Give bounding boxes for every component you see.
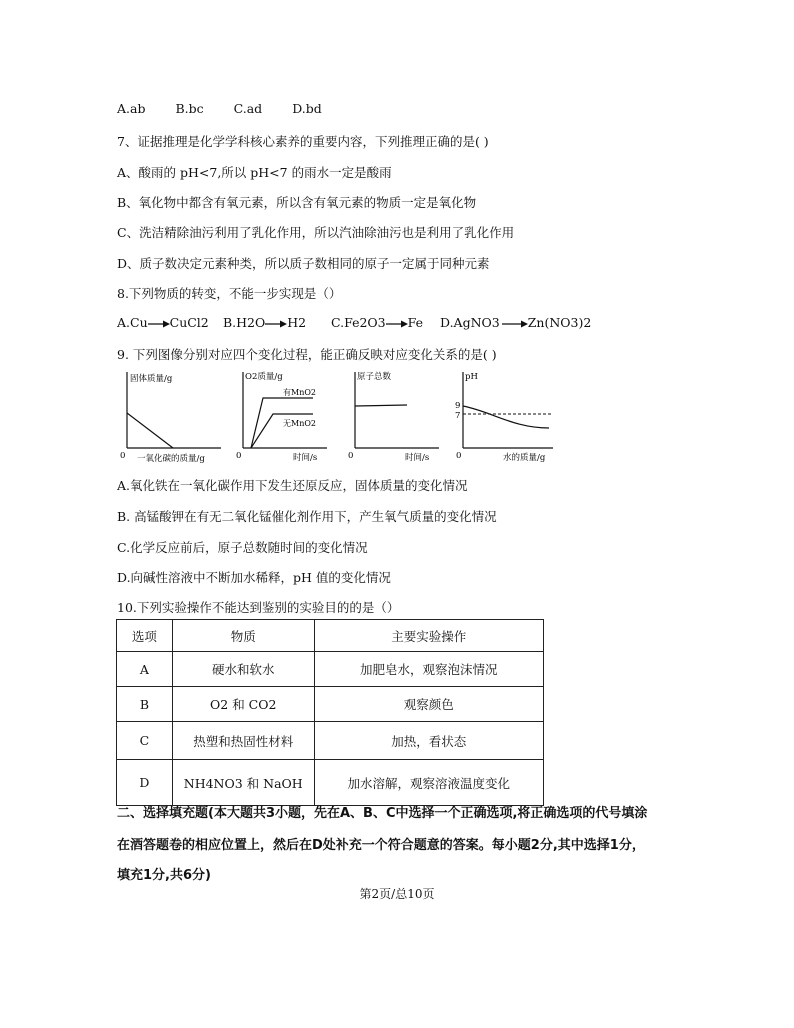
- q8-c-from: C.Fe2O3: [331, 315, 386, 330]
- graph-2-ylabel: O2质量/g: [245, 372, 283, 382]
- q7-option-d: D、质子数决定元素种类，所以质子数相同的原子一定属于同种元素: [117, 256, 490, 271]
- arrow-icon: [148, 319, 170, 329]
- table-header-row: [117, 620, 544, 652]
- graph-oxygen-mass: [233, 368, 343, 464]
- graph-ph-svg: [453, 368, 563, 464]
- q8-d-to: Zn(NO3)2: [527, 315, 592, 330]
- graph-1-origin: 0: [120, 451, 126, 461]
- q8-d-from: D.AgNO3: [440, 315, 500, 330]
- table-cell: 加肥皂水，观察泡沫情况: [314, 652, 543, 687]
- q8-stem: 8.下列物质的转变，不能一步实现是（）: [117, 286, 342, 301]
- graph-4-tick-7: 7: [455, 411, 461, 421]
- section2-line1: 二、选择填充题(本大题共3小题，先在A、B、C中选择一个正确选项,将正确选项的代号填涂: [117, 806, 648, 821]
- q10-stem: 10.下列实验操作不能达到鉴别的实验目的的是（）: [117, 600, 400, 615]
- graph-3-origin: 0: [348, 451, 354, 461]
- graph-4-tick-9: 9: [455, 401, 461, 411]
- graph-2-label-top: 有MnO2: [283, 388, 316, 397]
- graph-2-xlabel: 时间/s: [293, 453, 318, 463]
- q9-option-c: C.化学反应前后，原子总数随时间的变化情况: [117, 540, 368, 555]
- table-header-substance: 物质: [172, 620, 314, 652]
- graph-oxygen-mass-svg: [233, 368, 343, 464]
- graph-ph: [453, 368, 563, 464]
- graph-solid-mass-svg: [117, 368, 227, 464]
- q6-option-c: C.ad: [233, 101, 263, 116]
- table-row: [117, 722, 544, 760]
- graph-3-line: [355, 405, 407, 406]
- table-cell: 加水溶解，观察溶液温度变化: [314, 760, 543, 806]
- graph-atom-count: [345, 368, 455, 464]
- arrow-icon: [265, 319, 287, 329]
- graph-1-ylabel: 固体质量/g: [130, 374, 173, 384]
- q8-option-b: [223, 315, 306, 330]
- q8-c-to: Fe: [407, 315, 424, 330]
- table-cell: C: [117, 722, 173, 760]
- section2-line2: 在酒答题卷的相应位置上，然后在D处补充一个符合题意的答案。每小题2分,其中选择1分，: [117, 838, 645, 853]
- table-row: [117, 687, 544, 722]
- table-header-option: 选项: [117, 620, 173, 652]
- q7-option-b: B、氧化物中都含有氧元素，所以含有氧元素的物质一定是氧化物: [117, 195, 477, 210]
- q6-option-a: A.ab: [117, 101, 146, 116]
- q7-option-a: A、酸雨的 pH<7,所以 pH<7 的雨水一定是酸雨: [117, 165, 392, 180]
- q6-option-b: B.bc: [175, 101, 204, 116]
- graph-solid-mass: [117, 368, 227, 464]
- graph-atom-count-svg: [345, 368, 455, 464]
- table-cell: 观察颜色: [314, 687, 543, 722]
- q7-option-c: C、洗洁精除油污利用了乳化作用，所以汽油除油污也是利用了乳化作用: [117, 225, 515, 240]
- page-footer: 第2页/总10页: [359, 887, 435, 901]
- graph-3-xlabel: 时间/s: [405, 453, 430, 463]
- q8-b-to: H2: [287, 315, 307, 330]
- q9-graphs: [117, 368, 547, 464]
- q8-b-from: B.H2O: [223, 315, 266, 330]
- table-header-operation: 主要实验操作: [314, 620, 543, 652]
- table-cell: B: [117, 687, 173, 722]
- q6-option-d: D.bd: [292, 101, 322, 116]
- graph-4-origin: 0: [456, 451, 462, 461]
- q7-stem: 7、证据推理是化学学科核心素养的重要内容，下列推理正确的是( ): [117, 134, 489, 149]
- arrow-icon: [386, 319, 408, 329]
- q8-option-d: [440, 315, 591, 330]
- graph-1-line: [127, 413, 173, 448]
- table-cell: 加热，看状态: [314, 722, 543, 760]
- q8-a-to: CuCl2: [169, 315, 209, 330]
- graph-4-xlabel: 水的质量/g: [503, 453, 546, 463]
- table-cell: 硬水和软水: [172, 652, 314, 687]
- graph-2-origin: 0: [236, 451, 242, 461]
- q6-options: [117, 101, 352, 116]
- table-cell: D: [117, 760, 173, 806]
- q8-option-a: [117, 315, 209, 330]
- table-cell: A: [117, 652, 173, 687]
- q9-option-a: A.氧化铁在一氧化碳作用下发生还原反应，固体质量的变化情况: [117, 478, 468, 493]
- graph-3-ylabel: 原子总数: [357, 372, 392, 382]
- q9-option-b: B. 高锰酸钾在有无二氧化锰催化剂作用下，产生氧气质量的变化情况: [117, 509, 497, 524]
- table-cell: NH4NO3 和 NaOH: [172, 760, 314, 806]
- table-cell: 热塑和热固性材料: [172, 722, 314, 760]
- q9-stem: 9. 下列图像分别对应四个变化过程，能正确反映对应变化关系的是( ): [117, 347, 497, 362]
- table-row: [117, 760, 544, 806]
- graph-1-xlabel: 一氧化碳的质量/g: [137, 454, 205, 464]
- q10-table: [116, 619, 544, 806]
- q9-option-d: D.向碱性溶液中不断加水稀释，pH 值的变化情况: [117, 570, 391, 585]
- table-row: [117, 652, 544, 687]
- arrow-icon: [500, 319, 528, 329]
- q8-option-c: [331, 315, 423, 330]
- graph-2-label-bottom: 无MnO2: [283, 419, 316, 428]
- q8-a-from: A.Cu: [117, 315, 148, 330]
- section2-line3: 填充1分,共6分): [117, 868, 211, 883]
- graph-4-ylabel: pH: [465, 372, 478, 382]
- graph-4-curve: [463, 406, 549, 428]
- table-cell: O2 和 CO2: [172, 687, 314, 722]
